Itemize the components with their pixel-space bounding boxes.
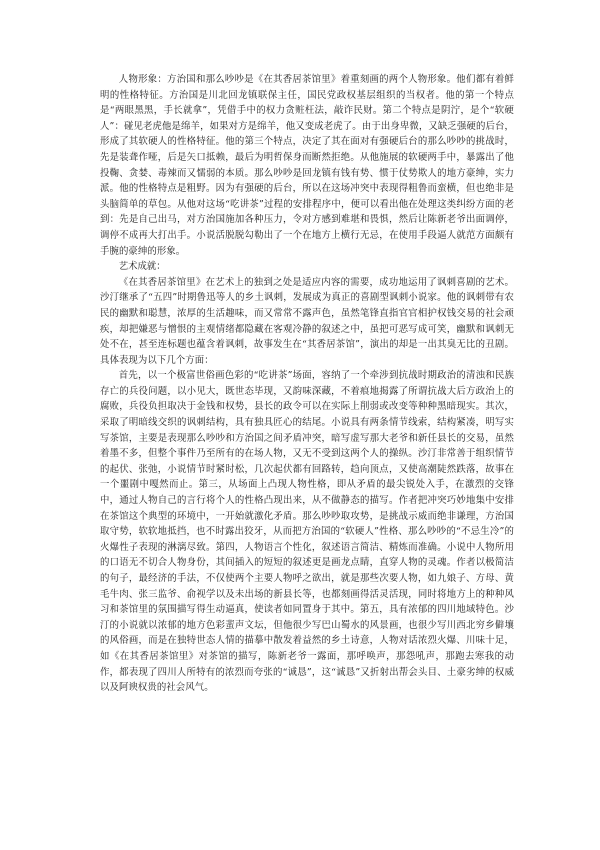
paragraph-satire-overview: 《在其香居茶馆里》在艺术上的独到之处是适应内容的需要，成功地运用了讽刺喜剧的艺术。沙汀继承了“五四”时期鲁迅等人的乡土讽刺，发展成为真正的喜剧型讽刺小说家。他的讽刺带有农民的幽默和聪慧，浓厚的生活趣味，而又常常不露声色，虽然笔锋直指官官相护权钱交易的社会顽疾，却把嫌恶与憎恨的主观情绪都隐藏在客观冷静的叙述之中，虽把可恶写成可笑，幽默和讽刺无处不在，甚至连标题也蕴含着讽刺，故事发生在“其香居茶馆”，演出的却是一出其臭无比的丑剧。具体表现为以下几个方面： <box>100 276 514 366</box>
document-page <box>100 72 514 696</box>
section-heading-artistic-achievement: 艺术成就： <box>118 261 166 273</box>
paragraph-artistic-features: 首先，以一个极富世俗画色彩的“吃讲茶”场面，容纳了一个牵涉到抗战时期政治的清浊和民族存亡的兵役问题，以小见大，既世态毕现，又韵味深藏，不着痕地揭露了所谓抗战大后方政治上的腐败，兵役负担取决于金钱和权势，县长的政令可以在实际上削弱或改变等种种黑暗现实。其次，采取了明暗线交织的讽刺结构，具有独具匠心的结尾。小说具有两条情节线索，结构紧凑，明写实写茶馆，主要是表现那么吵吵和方治国之间矛盾冲突，暗写虚写那大老爷和新任县长的交易，虽然着墨不多，但整个事件乃至所有的在场人物，又无不受到这两个人的操纵。沙汀非常善于组织情节的起伏、张弛，小说情节时紧时松，几次起伏都有回路转，趋向顶点，又使高潮陡然跌落，故事在一个噩剧中嘎然而止。第三，从场面上凸现人物性格，即从矛盾的最尖锐处入手，在激烈的交锋中，通过人物自己的言行将个人的性格凸现出来，从不做静态的描写。作者把冲突巧妙地集中安排在茶馆这个典型的环境中，一开始就激化矛盾。那么吵吵取攻势，是挑战示威而绝非谦理，方治国取守势，软软地抵挡，也不时露出狡牙，从而把方治国的“软硬人”性格、那么吵吵的“不忌生冷”的火爆性子表现的淋漓尽致。第四，人物语言个性化，叙述语言简洁、精炼而准确。小说中人物所用的口语无不切合人物身份，其间插入的短短的叙述更是画龙点睛，直穿人物的灵魂。作者以极简洁的句子，最经济的手法，不仅使两个主要人物呼之欲出，就是那些次要人物，如九娘子、方母、黄毛牛肉、张三监爷、俞视学以及未出场的新县长等，也都刻画得活灵活现，同时将地方上的种种风习和茶馆里的氛围描写得生动逼真，使读者如同置身于其中。第五，具有浓郁的四川地域特色。沙汀的小说就以浓郁的地方色彩蜚声文坛，但他很少写巴山蜀水的风景画，也很少写川西北穷乡僻壤的风俗画，而是在独特世态人情的描摹中散发着益然的乡土诗意，人物对话浓烈火爆、川味十足，如《在其香居茶馆里》对茶馆的描写，陈新老爷一露面，那呼唤声，那怨吼声，那跑去寒我的动作，都表现了四川人所特有的浓烈而夸张的“诚恳”，这“诚恳”又折射出帮会头目、土豪劣绅的权威以及阿谀权贵的社会风气。 <box>100 370 514 694</box>
paragraph-character-analysis: 人物形象：方治国和那么吵吵是《在其香居茶馆里》着重刻画的两个人物形象。他们都有着鲜明的性格特征。方治国是川北回龙镇联保主任，国民党政权基层组织的当权者。他的第一个特点是“两眼黑黑，手长就拿”，凭借手中的权力贪赃枉法，敲诈民财。第二个特点是阴泞，是个“软硬人”：碰见老虎他是绵羊，如果对方是绵羊，他又变成老虎了。由于出身卑微，又缺乏强硬的后台，形成了其软硬人的性格特征。他的第三个特点，决定了其在面对有强硬后台的那么吵吵的挑战时，先是装聋作哑，后是矢口抵赖，最后为明哲保身而断然拒绝。从他施展的软硬两手中，暴露出了他投鞠、贪婪、毒辣而又懦弱的本质。那么吵吵是回龙镇有钱有势、惯于仗势欺人的地方豪绅，实力派。他的性格特点是粗野。因为有强硬的后台，所以在这场冲突中表现得粗鲁而蛮横，但也绝非是头脑简单的草包。从他对这场“吃讲茶”过程的安排程序中，便可以看出他在处理这类纠纷方面的老到：先是自己出马，对方治国施加各种压力，令对方感到难堪和畏惧，然后让陈新老爷出面调停，调停不成再大打出手。小说活脱脱勾勒出了一个在地方上横行无忌，在使用手段逼人就范方面颇有手腕的豪绅的形象。 <box>100 74 514 257</box>
